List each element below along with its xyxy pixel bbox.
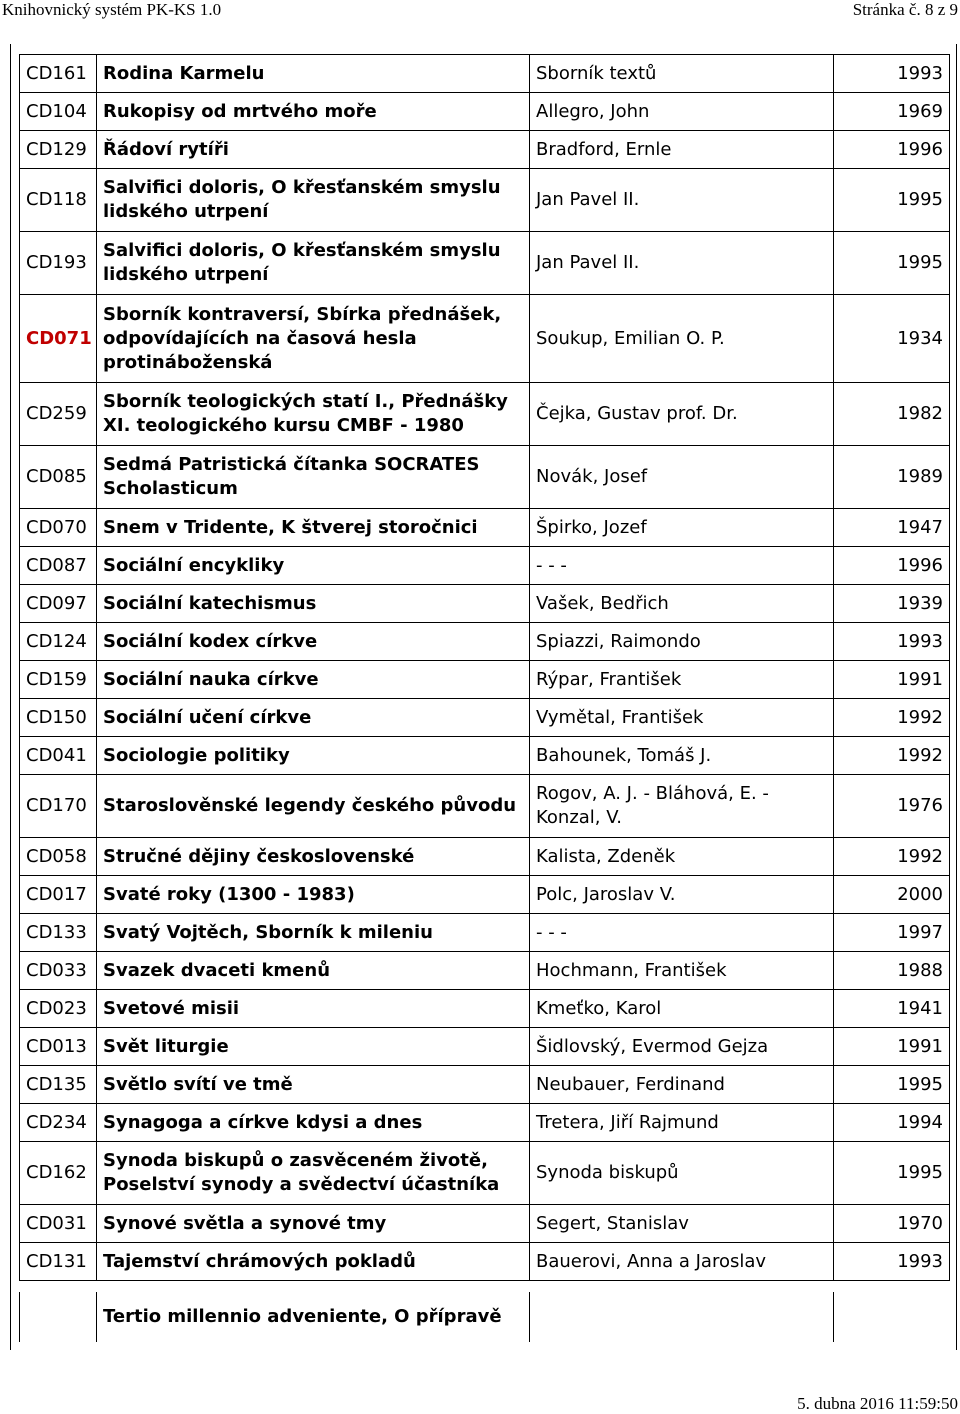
row-year: 1989 xyxy=(834,446,950,509)
table-row xyxy=(20,547,950,585)
row-title: Sociální kodex církve xyxy=(97,623,530,661)
row-title: Rodina Karmelu xyxy=(97,55,530,93)
row-year: 2000 xyxy=(834,876,950,914)
row-title: Sborník kontraversí, Sbírka přednášek, odpovídajících na časová hesla protináboženská xyxy=(97,295,530,383)
row-code: CD070 xyxy=(20,509,97,547)
table-row xyxy=(20,1292,950,1342)
row-code: CD017 xyxy=(20,876,97,914)
row-code: CD259 xyxy=(20,383,97,446)
row-code: CD104 xyxy=(20,93,97,131)
row-title: Sociální katechismus xyxy=(97,585,530,623)
row-year: 1982 xyxy=(834,383,950,446)
table-row xyxy=(20,623,950,661)
row-year: 1993 xyxy=(834,1243,950,1281)
row-year: 1934 xyxy=(834,295,950,383)
row-year: 1993 xyxy=(834,623,950,661)
row-year: 1988 xyxy=(834,952,950,990)
row-author: Kmeťko, Karol xyxy=(530,990,834,1028)
table-row xyxy=(20,1142,950,1205)
row-title: Svetové misii xyxy=(97,990,530,1028)
row-author: Kalista, Zdeněk xyxy=(530,838,834,876)
row-title: Svět liturgie xyxy=(97,1028,530,1066)
row-author: Špirko, Jozef xyxy=(530,509,834,547)
page-header xyxy=(0,0,960,22)
page-number: Stránka č. 8 z 9 xyxy=(852,0,958,19)
row-code: CD135 xyxy=(20,1066,97,1104)
table-row xyxy=(20,1243,950,1281)
row-year: 1993 xyxy=(834,55,950,93)
row-year: 1969 xyxy=(834,93,950,131)
row-code: CD170 xyxy=(20,775,97,838)
row-code: CD161 xyxy=(20,55,97,93)
row-code: CD133 xyxy=(20,914,97,952)
row-year: 1994 xyxy=(834,1104,950,1142)
table-row xyxy=(20,383,950,446)
row-year: 1995 xyxy=(834,169,950,232)
row-code: CD131 xyxy=(20,1243,97,1281)
table-row xyxy=(20,1066,950,1104)
table-row xyxy=(20,990,950,1028)
row-title: Staroslověnské legendy českého původu xyxy=(97,775,530,838)
row-year: 1992 xyxy=(834,737,950,775)
row-author: Polc, Jaroslav V. xyxy=(530,876,834,914)
row-code: CD097 xyxy=(20,585,97,623)
row-author: Soukup, Emilian O. P. xyxy=(530,295,834,383)
table-row xyxy=(20,509,950,547)
row-title: Svazek dvaceti kmenů xyxy=(97,952,530,990)
row-year: 1939 xyxy=(834,585,950,623)
row-author: - - - xyxy=(530,914,834,952)
row-title: Sociální nauka církve xyxy=(97,661,530,699)
table-row xyxy=(20,876,950,914)
row-code: CD159 xyxy=(20,661,97,699)
table-row xyxy=(20,585,950,623)
row-code: CD058 xyxy=(20,838,97,876)
table-row xyxy=(20,93,950,131)
row-code: CD162 xyxy=(20,1142,97,1205)
row-title: Sociologie politiky xyxy=(97,737,530,775)
row-year: 1995 xyxy=(834,1066,950,1104)
table-row xyxy=(20,838,950,876)
row-code: CD087 xyxy=(20,547,97,585)
row-author: Neubauer, Ferdinand xyxy=(530,1066,834,1104)
row-title: Svatý Vojtěch, Sborník k mileniu xyxy=(97,914,530,952)
row-title: Řádoví rytíři xyxy=(97,131,530,169)
row-code xyxy=(20,1292,97,1342)
book-table-body xyxy=(20,55,950,1281)
row-code: CD023 xyxy=(20,990,97,1028)
row-title: Světlo svítí ve tmě xyxy=(97,1066,530,1104)
row-year: 1976 xyxy=(834,775,950,838)
page-footer xyxy=(0,1392,960,1414)
row-title: Salvifici doloris, O křesťanském smyslu lidského utrpení xyxy=(97,169,530,232)
row-author: Jan Pavel II. xyxy=(530,232,834,295)
book-table xyxy=(19,54,950,1281)
row-title: Sociální encykliky xyxy=(97,547,530,585)
row-year: 1991 xyxy=(834,661,950,699)
table-row xyxy=(20,131,950,169)
row-year: 1941 xyxy=(834,990,950,1028)
row-year: 1997 xyxy=(834,914,950,952)
table-row xyxy=(20,952,950,990)
row-year: 1996 xyxy=(834,131,950,169)
row-title: Rukopisy od mrtvého moře xyxy=(97,93,530,131)
row-title: Tertio millennio adveniente, O přípravě xyxy=(97,1292,530,1342)
row-code: CD031 xyxy=(20,1205,97,1243)
row-author: Vymětal, František xyxy=(530,699,834,737)
table-row xyxy=(20,1104,950,1142)
row-code: CD234 xyxy=(20,1104,97,1142)
row-title: Tajemství chrámových pokladů xyxy=(97,1243,530,1281)
row-title: Salvifici doloris, O křesťanském smyslu lidského utrpení xyxy=(97,232,530,295)
row-code: CD118 xyxy=(20,169,97,232)
row-code: CD085 xyxy=(20,446,97,509)
row-author: Bradford, Ernle xyxy=(530,131,834,169)
row-code: CD071 xyxy=(20,295,97,383)
left-border-line xyxy=(10,44,11,1350)
table-row xyxy=(20,775,950,838)
row-title: Sborník teologických statí I., Přednášky XI. teologického kursu CMBF - 1980 xyxy=(97,383,530,446)
row-code: CD041 xyxy=(20,737,97,775)
row-author: Spiazzi, Raimondo xyxy=(530,623,834,661)
row-author: Rýpar, František xyxy=(530,661,834,699)
row-code: CD150 xyxy=(20,699,97,737)
table-row xyxy=(20,169,950,232)
table-row xyxy=(20,295,950,383)
row-year: 1970 xyxy=(834,1205,950,1243)
row-title: Stručné dějiny československé xyxy=(97,838,530,876)
row-year: 1991 xyxy=(834,1028,950,1066)
table-row xyxy=(20,661,950,699)
row-author: Bahounek, Tomáš J. xyxy=(530,737,834,775)
row-author: Hochmann, František xyxy=(530,952,834,990)
row-code: CD033 xyxy=(20,952,97,990)
row-code: CD013 xyxy=(20,1028,97,1066)
row-author: Sborník textů xyxy=(530,55,834,93)
row-code: CD124 xyxy=(20,623,97,661)
print-timestamp: 5. dubna 2016 11:59:50 xyxy=(797,1394,958,1413)
row-author: Novák, Josef xyxy=(530,446,834,509)
row-author: Čejka, Gustav prof. Dr. xyxy=(530,383,834,446)
row-author: Vašek, Bedřich xyxy=(530,585,834,623)
table-row xyxy=(20,232,950,295)
row-author: Šidlovský, Evermod Gejza xyxy=(530,1028,834,1066)
row-year: 1992 xyxy=(834,838,950,876)
row-year: 1996 xyxy=(834,547,950,585)
row-author: Bauerovi, Anna a Jaroslav xyxy=(530,1243,834,1281)
row-author: Segert, Stanislav xyxy=(530,1205,834,1243)
row-year xyxy=(834,1292,950,1342)
row-code: CD129 xyxy=(20,131,97,169)
row-author: Jan Pavel II. xyxy=(530,169,834,232)
table-row xyxy=(20,1028,950,1066)
row-title: Sociální učení církve xyxy=(97,699,530,737)
row-title: Sedmá Patristická čítanka SOCRATES Scholasticum xyxy=(97,446,530,509)
partial-row xyxy=(19,1292,950,1342)
row-title: Snem v Tridente, K štverej storočnici xyxy=(97,509,530,547)
row-author: Rogov, A. J. - Bláhová, E. - Konzal, V. xyxy=(530,775,834,838)
app-title: Knihovnický systém PK-KS 1.0 xyxy=(2,0,222,19)
row-year: 1995 xyxy=(834,1142,950,1205)
table-row xyxy=(20,446,950,509)
row-author xyxy=(530,1292,834,1342)
row-author: Tretera, Jiří Rajmund xyxy=(530,1104,834,1142)
row-author: - - - xyxy=(530,547,834,585)
table-row xyxy=(20,1205,950,1243)
row-year: 1992 xyxy=(834,699,950,737)
table-row xyxy=(20,914,950,952)
row-year: 1995 xyxy=(834,232,950,295)
row-title: Synagoga a církve kdysi a dnes xyxy=(97,1104,530,1142)
table-row xyxy=(20,55,950,93)
row-author: Allegro, John xyxy=(530,93,834,131)
row-year: 1947 xyxy=(834,509,950,547)
right-border-line xyxy=(956,44,957,1350)
row-title: Synové světla a synové tmy xyxy=(97,1205,530,1243)
row-author: Synoda biskupů xyxy=(530,1142,834,1205)
row-title: Synoda biskupů o zasvěceném životě, Poselství synody a svědectví účastníka xyxy=(97,1142,530,1205)
row-code: CD193 xyxy=(20,232,97,295)
table-row xyxy=(20,737,950,775)
table-row xyxy=(20,699,950,737)
row-title: Svaté roky (1300 - 1983) xyxy=(97,876,530,914)
